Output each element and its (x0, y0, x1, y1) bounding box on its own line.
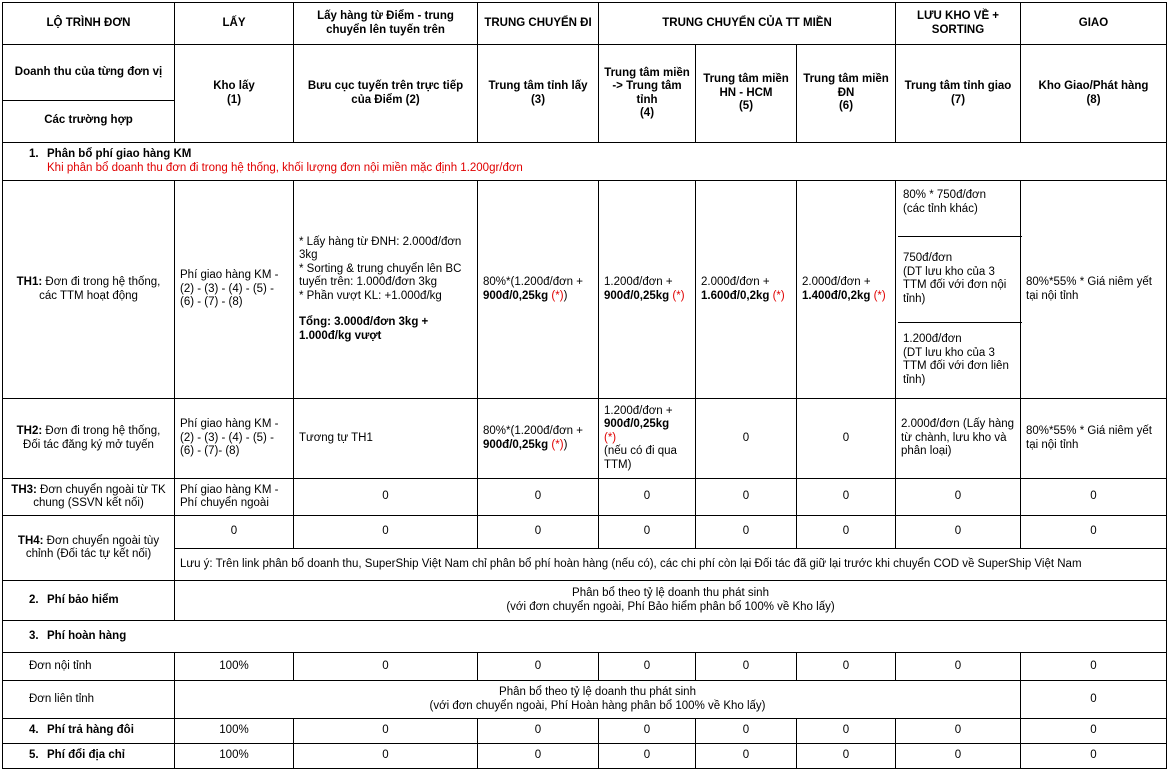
th1-c5 (696, 181, 797, 399)
header-route: LỘ TRÌNH ĐƠN (3, 3, 175, 45)
th1-c2 (294, 181, 478, 399)
th1-c6-a: 2.000đ/đơn + (802, 276, 871, 288)
section5-c5: 0 (696, 744, 797, 769)
th1-c1: Phí giao hàng KM - (2) - (3) - (4) - (5) - (6) - (7) - (8) (175, 181, 294, 399)
section4-c7: 0 (896, 719, 1021, 744)
subheader-col4: Trung tâm miền -> Trung tâm tỉnh (4) (599, 45, 696, 143)
header-transfer-out: TRUNG CHUYỂN ĐI (478, 3, 599, 45)
th3-label-bold: TH3: (11, 483, 37, 496)
th3-c6: 0 (797, 479, 896, 516)
th2-label-bold: TH2: (16, 425, 43, 437)
th2-c4-note: (nếu có đi qua TTM) (604, 445, 677, 471)
section4-c3: 0 (478, 719, 599, 744)
subheader-col1: Kho lấy (1) (175, 45, 294, 143)
section3-noitinh-c8: 0 (1021, 653, 1167, 681)
section1-title-line (29, 148, 1161, 162)
subheader-revenue-cases (3, 45, 175, 143)
th1-c6-b: 1.400đ/0,2kg (802, 289, 871, 302)
th1-c5-star: (*) (769, 289, 785, 302)
section5-c4: 0 (599, 744, 696, 769)
th2-c4-star: (*) (604, 431, 617, 444)
th2-c6: 0 (797, 399, 896, 479)
th4-c8: 0 (1021, 516, 1167, 549)
section5-c6: 0 (797, 744, 896, 769)
th1-c3 (478, 181, 599, 399)
section1-num: 1. (29, 148, 39, 160)
section2-label (3, 581, 175, 621)
th1-c7 (896, 181, 1021, 399)
th1-c4 (599, 181, 696, 399)
subheader-col2: Bưu cục tuyến trên trực tiếp của Điểm (2) (294, 45, 478, 143)
th2-c8: 80%*55% * Giá niêm yết tại nội tỉnh (1021, 399, 1167, 479)
section5-title: Phí đổi địa chỉ (47, 749, 125, 762)
section3-noitinh-c2: 0 (294, 653, 478, 681)
th1-label-bold: TH1: (16, 276, 43, 288)
section5-c8: 0 (1021, 744, 1167, 769)
section3-title: Phí hoàn hàng (47, 629, 127, 642)
th1-c2-lines: * Lấy hàng từ ĐNH: 2.000đ/đơn 3kg * Sorting & trung chuyển lên BC tuyến trên: 1.000đ/đơn 3kg * Phần vượt KL: +1.000đ/kg (299, 235, 462, 302)
th4-c6: 0 (797, 516, 896, 549)
header-delivery: GIAO (1021, 3, 1167, 45)
th2-label-rest: Đơn đi trong hệ thống, Đối tác đăng ký mở tuyến (23, 425, 161, 451)
th1-c7-b: 750đ/đơn (DT lưu kho của 3 TTM đối với đơn nội tỉnh) (898, 236, 1022, 322)
th3-c7: 0 (896, 479, 1021, 516)
section3-noitinh-c7: 0 (896, 653, 1021, 681)
section1-note: Khi phân bổ doanh thu đơn đi trong hệ thống, khối lượng đơn nội miền mặc định 1.200gr/đơn (47, 161, 523, 174)
th1-c7-c: 1.200đ/đơn (DT lưu kho của 3 TTM đối với đơn liên tỉnh) (903, 333, 1009, 386)
th1-c3-b: 900đ/0,25kg (483, 289, 549, 302)
section3-noitinh-c6: 0 (797, 653, 896, 681)
th1-c4-star: (*) (669, 289, 685, 302)
th3-c5: 0 (696, 479, 797, 516)
th4-row (3, 516, 1167, 549)
th2-c2: Tương tự TH1 (294, 399, 478, 479)
th2-c1: Phí giao hàng KM - (2) - (3) - (4) - (5) - (6) - (7)- (8) (175, 399, 294, 479)
th2-c3-a: 80%*(1.200đ/đơn + (483, 425, 583, 437)
th1-label-rest: Đơn đi trong hệ thống, các TTM hoạt động (39, 276, 161, 302)
section3-lientinh-text: Phân bổ theo tỷ lệ doanh thu phát sinh (với đơn chuyển ngoài, Phí Hoàn hàng phân bổ 100% về Kho lấy) (175, 681, 1021, 719)
th2-c3-end: ) (563, 438, 568, 451)
th1-c5-a: 2.000đ/đơn + (701, 276, 770, 288)
th2-c5: 0 (696, 399, 797, 479)
th3-row (3, 479, 1167, 516)
th1-row (3, 181, 1167, 399)
th4-c3: 0 (478, 516, 599, 549)
header-pickup: LẤY (175, 3, 294, 45)
header-regional-transfer: TRUNG CHUYỂN CỦA TT MIỀN (599, 3, 896, 45)
section4-c1: 100% (175, 719, 294, 744)
th4-label (3, 516, 175, 581)
th1-c6 (797, 181, 896, 399)
section3-noitinh-c3: 0 (478, 653, 599, 681)
th1-c7-a: 80% * 750đ/đơn (các tỉnh khác) (898, 183, 1022, 236)
section3-noitinh-row (3, 653, 1167, 681)
section5-label (3, 744, 175, 769)
subheader-col5: Trung tâm miền HN - HCM (5) (696, 45, 797, 143)
subheader-cases: Các trường hợp (44, 114, 133, 127)
section3-lientinh-label: Đơn liên tỉnh (3, 681, 175, 719)
th4-c7: 0 (896, 516, 1021, 549)
th3-label-rest: Đơn chuyển ngoài từ TK chung (SSVN kết nối) (33, 483, 166, 509)
section3-lientinh-row (3, 681, 1167, 719)
th1-c4-b: 900đ/0,25kg (604, 289, 670, 302)
th2-c3 (478, 399, 599, 479)
subheader-col7: Trung tâm tỉnh giao (7) (896, 45, 1021, 143)
th1-c7-subtable (898, 183, 1022, 398)
section5-num: 5. (29, 749, 39, 762)
th2-c4-b: 900đ/0,25kg (604, 418, 670, 431)
th1-c2-total: Tổng: 3.000đ/đơn 3kg + 1.000đ/kg vượt (299, 316, 429, 342)
section4-title: Phí trả hàng đôi (47, 724, 134, 737)
section5-c2: 0 (294, 744, 478, 769)
th4-c2: 0 (294, 516, 478, 549)
th4-c4: 0 (599, 516, 696, 549)
th2-c7: 2.000đ/đơn (Lấy hàng từ chành, lưu kho và phân loại) (896, 399, 1021, 479)
th1-c6-star: (*) (870, 289, 886, 302)
th1-c3-end: ) (563, 289, 568, 302)
th2-c3-star: (*) (548, 438, 564, 451)
th3-c8: 0 (1021, 479, 1167, 516)
section4-c8: 0 (1021, 719, 1167, 744)
section5-c1: 100% (175, 744, 294, 769)
section2-text: Phân bổ theo tỷ lệ doanh thu phát sinh (với đơn chuyển ngoài, Phí Bảo hiểm phân bổ 100% về Kho lấy) (175, 581, 1167, 621)
th3-c3: 0 (478, 479, 599, 516)
subheader-col3: Trung tâm tỉnh lấy (3) (478, 45, 599, 143)
section1-row (3, 143, 1167, 181)
th3-label (3, 479, 175, 516)
th2-label (3, 399, 175, 479)
section5-c7: 0 (896, 744, 1021, 769)
section2-title: Phí bảo hiểm (47, 593, 119, 606)
th4-note-row (3, 549, 1167, 581)
header-row (3, 3, 1167, 45)
section2-num: 2. (29, 593, 39, 606)
th2-c4-a: 1.200đ/đơn + (604, 404, 673, 417)
th1-c8: 80%*55% * Giá niêm yết tại nội tỉnh (1021, 181, 1167, 399)
section4-c2: 0 (294, 719, 478, 744)
th3-c2: 0 (294, 479, 478, 516)
subheader-row (3, 45, 1167, 143)
revenue-allocation-table (2, 2, 1167, 769)
header-pickup-transfer: Lấy hàng từ Điểm - trung chuyển lên tuyến trên (294, 3, 478, 45)
section3-label (3, 621, 1167, 653)
th1-c4-a: 1.200đ/đơn + (604, 276, 673, 288)
section3-noitinh-c5: 0 (696, 653, 797, 681)
section2-row (3, 581, 1167, 621)
th4-c5: 0 (696, 516, 797, 549)
section4-row (3, 719, 1167, 744)
section3-noitinh-c4: 0 (599, 653, 696, 681)
section3-noitinh-c1: 100% (175, 653, 294, 681)
subheader-col6: Trung tâm miền ĐN (6) (797, 45, 896, 143)
th4-label-bold: TH4: (17, 534, 44, 547)
section4-c6: 0 (797, 719, 896, 744)
th4-label-rest: Đơn chuyển ngoài tùy chỉnh (Đối tác tự kết nối) (25, 534, 160, 560)
th1-c3-star: (*) (548, 289, 564, 302)
section3-row (3, 621, 1167, 653)
subheader-revenue-unit: Doanh thu của từng đơn vị (3, 45, 174, 101)
th1-c3-a: 80%*(1.200đ/đơn + (483, 276, 583, 288)
section3-lientinh-c8: 0 (1021, 681, 1167, 719)
th4-note: Lưu ý: Trên link phân bổ doanh thu, SuperShip Việt Nam chỉ phân bổ phí hoàn hàng (nếu có), các chi phí còn lại Đối tác đã giữ lại trước khi chuyển COD về SuperShip Việt Nam (175, 549, 1167, 581)
section4-label (3, 719, 175, 744)
section4-c5: 0 (696, 719, 797, 744)
section3-num: 3. (29, 629, 39, 642)
th4-c1: 0 (175, 516, 294, 549)
section5-row (3, 744, 1167, 769)
th2-c4 (599, 399, 696, 479)
section1-cell (3, 143, 1167, 181)
th2-row (3, 399, 1167, 479)
header-storage-sorting: LƯU KHO VỀ + SORTING (896, 3, 1021, 45)
section3-noitinh-label: Đơn nội tỉnh (3, 653, 175, 681)
subheader-col8: Kho Giao/Phát hàng (8) (1021, 45, 1167, 143)
th1-label (3, 181, 175, 399)
section4-num: 4. (29, 724, 39, 737)
th1-c5-b: 1.600đ/0,2kg (701, 289, 770, 302)
th3-c4: 0 (599, 479, 696, 516)
section5-c3: 0 (478, 744, 599, 769)
section1-title: Phân bổ phí giao hàng KM (47, 148, 192, 160)
th3-c1: Phí giao hàng KM - Phí chuyển ngoài (175, 479, 294, 516)
th2-c3-b: 900đ/0,25kg (483, 438, 549, 451)
section4-c4: 0 (599, 719, 696, 744)
